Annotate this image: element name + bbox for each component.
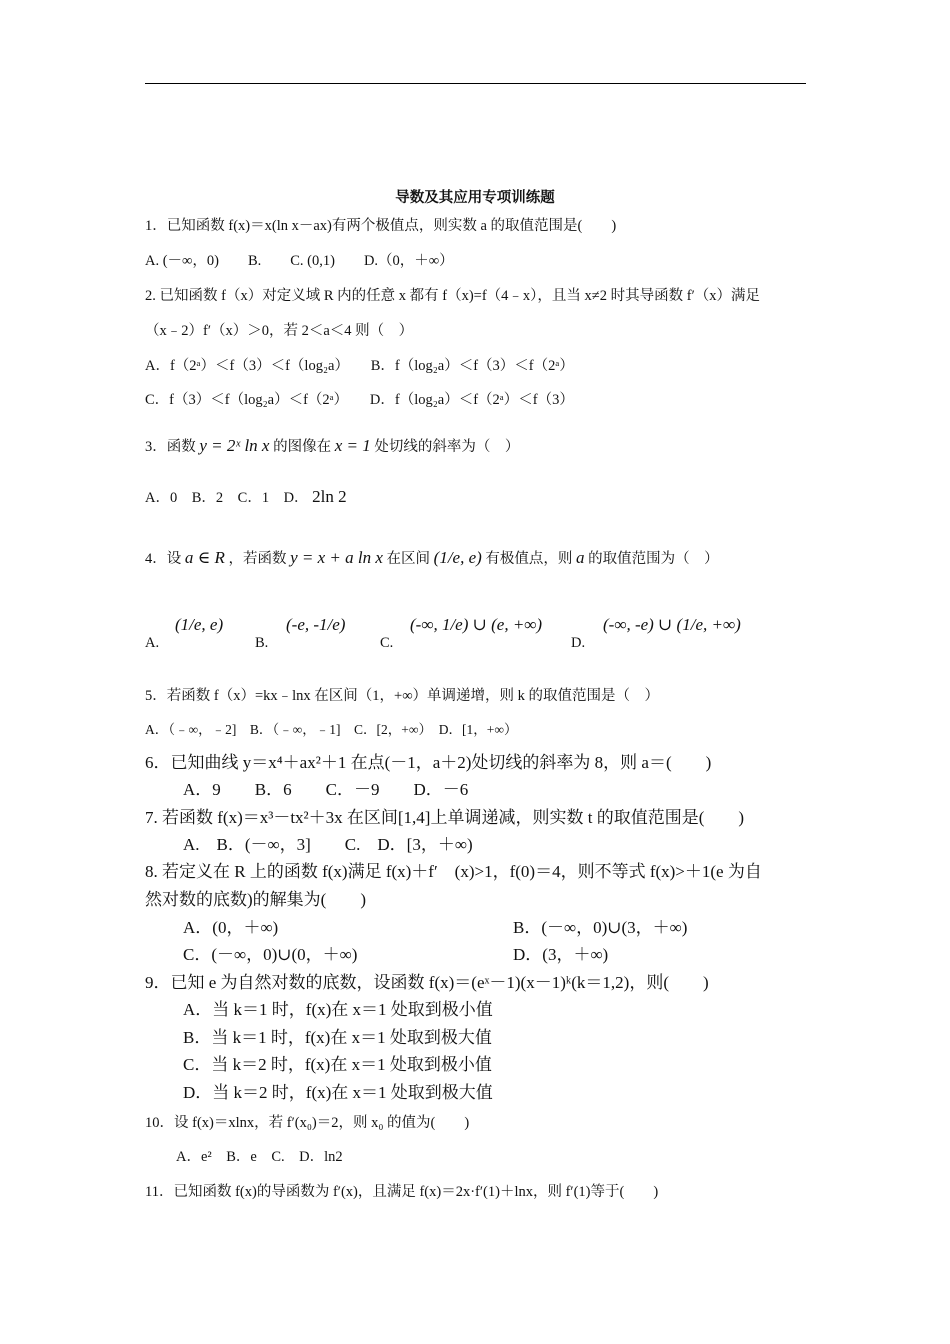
question-8-line2: 然对数的底数)的解集为( ) [145,890,366,909]
question-10: 10．设 f(x)＝xlnx，若 f′(x₀)＝2，则 x₀ 的值为( ) [145,1115,470,1131]
question-4-var: a [576,548,585,567]
question-3-options-text: A．0 B．2 C．1 D． [145,490,309,506]
question-3-pre: 3．函数 [145,439,196,455]
question-4-mid2: 在区间 [386,551,431,567]
question-9: 9．已知 e 为自然对数的底数，设函数 f(x)＝(eˣ－1)(x－1)ᵏ(k＝1,2)，则( ) [145,973,709,992]
question-2-options-cd: C．f（3）＜f（log₂a）＜f（2ᵃ） D．f（log₂a）＜f（2ᵃ）＜f（3） [145,392,574,408]
question-7-options: A. B．(－∞，3] C. D．[3，＋∞) [183,835,473,854]
question-3 [145,436,519,457]
question-6: 6．已知曲线 y＝x⁴＋ax²＋1 在点(－1，a＋2)处切线的斜率为 8，则 a＝( ) [145,753,712,772]
question-4-option-a-label: A. [145,635,160,651]
question-9-option-a: A．当 k＝1 时，f(x)在 x＝1 处取到极小值 [183,1000,493,1019]
question-5: 5．若函数 f（x）=kx﹣lnx 在区间（1，+∞）单调递增，则 k 的取值范围是（ ） [145,688,660,704]
question-9-option-c: C．当 k＝2 时，f(x)在 x＝1 处取到极小值 [183,1055,492,1074]
question-9-option-d: D．当 k＝2 时，f(x)在 x＝1 处取到极大值 [183,1083,493,1102]
question-8-option-c: C．(－∞，0)∪(0，＋∞) [183,945,358,964]
question-8-option-b: B．(－∞，0)∪(3，＋∞) [513,918,688,937]
question-4-option-b: (-e, -1/e) [286,615,346,634]
question-4-option-c-label: C. [380,635,394,651]
question-6-options: A．9 B．6 C．－9 D．－6 [183,780,469,799]
question-4-option-a: (1/e, e) [175,615,224,634]
question-8-option-a: A．(0，＋∞) [183,918,279,937]
question-4-mid3: 有极值点，则 [485,551,573,567]
question-1-options: A. (－∞，0) B. C. (0,1) D.（0，＋∞） [145,253,454,269]
question-2-line2: （x﹣2）f′（x）＞0，若 2＜a＜4 则（ ） [145,323,414,339]
question-9-option-b: B．当 k＝1 时，f(x)在 x＝1 处取到极大值 [183,1028,492,1047]
question-8-line1: 8. 若定义在 R 上的函数 f(x)满足 f(x)＋f′ (x)>1，f(0)＝4，则不等式 f(x)>＋1(e 为自 [145,862,762,881]
question-3-point: x = 1 [334,436,371,455]
header-rule [145,83,806,84]
question-4-formula: y = x + a ln x [290,548,383,567]
question-1: 1．已知函数 f(x)＝x(ln x－ax)有两个极值点，则实数 a 的取值范围是( ) [145,218,617,234]
question-5-options: A．（﹣∞，﹣2] B．（﹣∞，﹣1] C．[2，+∞） D．[1，+∞） [145,722,518,737]
question-4-option-d-label: D. [571,635,586,651]
page-title: 导数及其应用专项训练题 [395,190,555,206]
question-4-option-c: (-∞, 1/e) ∪ (e, +∞) [410,615,543,634]
question-2-line1: 2. 已知函数 f（x）对定义域 R 内的任意 x 都有 f（x)=f（4﹣x），且当 x≠2 时其导函数 f′（x）满足 [145,288,760,304]
question-3-post: 处切线的斜率为（ ） [374,439,520,455]
question-4-option-b-label: B. [255,635,269,651]
question-4-post: 的取值范围为（ ） [588,551,719,567]
question-3-mid: 的图像在 [273,439,332,455]
question-3-options [145,487,347,508]
question-4-interval: (1/e, e) [433,548,482,567]
question-3-formula: y = 2ˣ ln x [199,436,270,455]
question-4-pre: 4．设 [145,551,182,567]
question-4-mid1: ，若函数 [228,551,287,567]
question-4 [145,548,719,569]
question-7: 7. 若函数 f(x)＝x³－tx²＋3x 在区间[1,4]上单调递减，则实数 t 的取值范围是( ) [145,808,745,827]
question-8-option-d: D．(3，＋∞) [513,945,609,964]
question-4-option-d: (-∞, -e) ∪ (1/e, +∞) [603,615,741,634]
question-11: 11．已知函数 f(x)的导函数为 f′(x)，且满足 f(x)＝2x·f′(1)＋lnx，则 f′(1)等于( ) [145,1184,659,1200]
question-10-options: A．e² B．e C. D．ln2 [176,1149,343,1165]
question-2-options-ab: A．f（2ᵃ）＜f（3）＜f（log₂a） B．f（log₂a）＜f（3）＜f（2ᵃ） [145,358,574,374]
question-4-condition: a ∈ R [184,548,225,567]
question-3-option-d: 2ln 2 [312,487,347,506]
